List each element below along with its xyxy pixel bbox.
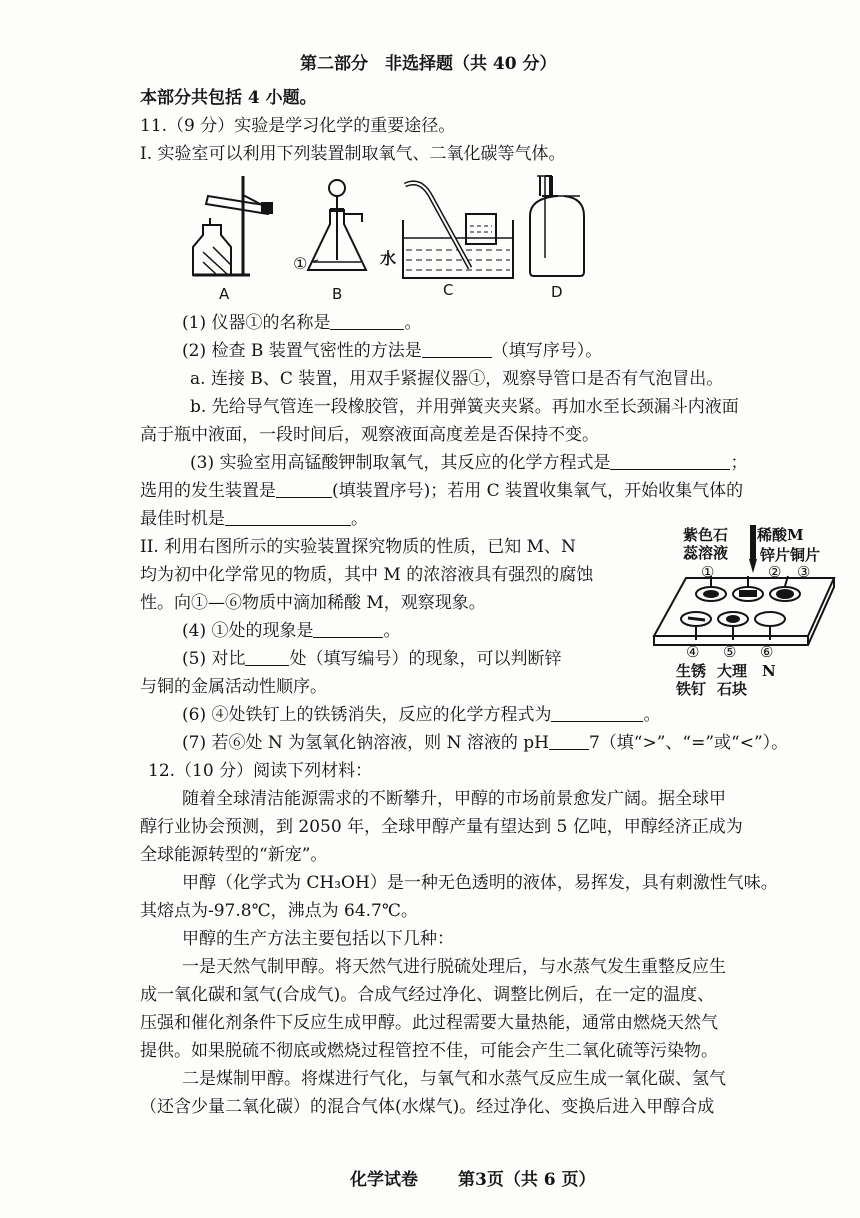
q12-p4-line3: 压强和催化剂条件下反应生成甲醇。此过程需要大量热能，通常由燃烧天然气	[140, 1013, 718, 1033]
footer-subject: 化学试卷	[350, 1170, 418, 1190]
well-1-marker: ①	[701, 563, 715, 581]
q11-4: (4) ①处的现象是 。	[182, 621, 401, 641]
dropper-icon	[749, 525, 757, 573]
q11-5-line2: 与铜的金属活动性顺序。	[140, 677, 327, 697]
well-5-marker: ⑤	[723, 643, 737, 661]
label-d: D	[551, 283, 563, 301]
plate-label-litmus: 紫色石 蕊溶液	[683, 526, 729, 562]
well-2-marker: ②	[768, 563, 782, 581]
q12-p2-line2: 其熔点为-97.8℃，沸点为 64.7℃。	[140, 901, 418, 921]
footer-page-number: 第3页（共 6 页）	[458, 1170, 596, 1190]
q12-title: 12.（10 分）阅读下列材料：	[148, 761, 373, 781]
water-label: 水	[380, 249, 397, 268]
q11-5-line1: (5) 对比 处（填写编号）的现象，可以判断锌	[182, 649, 562, 669]
q11-2-option-b-line2: 高于瓶中液面，一段时间后，观察液面高度差是否保持不变。	[140, 425, 599, 445]
plate-label-rusty-nail: 生锈 铁钉	[676, 662, 707, 698]
q12-p4-line4: 提供。如果脱硫不彻底或燃烧过程管控不佳，可能会产生二氧化硫等污染物。	[140, 1041, 718, 1061]
label-b: B	[332, 285, 343, 303]
instrument-one-marker: ①	[293, 254, 308, 273]
q11-6: (6) ④处铁钉上的铁锈消失，反应的化学方程式为 。	[182, 705, 661, 725]
q11-2-option-b-line1: b. 先给导气管连一段橡胶管，并用弹簧夹夹紧。再加水至长颈漏斗内液面	[190, 397, 739, 417]
section-intro: 本部分共包括 4 小题。	[140, 88, 317, 108]
q12-p5-line1: 二是煤制甲醇。将煤进行气化，与氧气和水蒸气反应生成一氧化碳、氢气	[182, 1069, 726, 1089]
q11-3-line3: 最佳时机是 。	[140, 509, 368, 529]
q11-3-line2: 选用的发生装置是 (填装置序号)；若用 C 装置收集氧气，开始收集气体的	[140, 481, 744, 501]
q11-part2-line3: 性。向①—⑥物质中滴加稀酸 M，观察现象。	[140, 593, 486, 613]
q11-part1-intro: I. 实验室可以利用下列装置制取氧气、二氧化碳等气体。	[140, 144, 566, 164]
q12-p1-line3: 全球能源转型的“新宠”。	[140, 845, 328, 865]
section-title: 第二部分 非选择题（共 40 分）	[300, 54, 557, 74]
plate-label-marble: 大理 石块	[717, 662, 748, 698]
well-6-marker: ⑥	[760, 643, 774, 661]
well-4-marker: ④	[686, 643, 700, 661]
label-c: C	[443, 281, 454, 299]
q12-p3: 甲醇的生产方法主要包括以下几种：	[182, 929, 454, 949]
well-3-marker: ③	[797, 563, 811, 581]
q11-part2-line1: II. 利用右图所示的实验装置探究物质的性质，已知 M、N	[140, 537, 576, 557]
label-a: A	[219, 285, 230, 303]
q11-3-line1: (3) 实验室用高锰酸钾制取氧气，其反应的化学方程式是 ；	[190, 453, 748, 473]
q11-1: (1) 仪器①的名称是 。	[182, 313, 422, 333]
q12-p1-line2: 醇行业协会预测，到 2050 年，全球甲醇产量有望达到 5 亿吨，甲醇经济正成为	[140, 817, 743, 837]
plate-label-metals: 锌片铜片	[760, 546, 821, 564]
q11-part2-line2: 均为初中化学常见的物质，其中 M 的浓溶液具有强烈的腐蚀	[140, 565, 594, 585]
q11-2: (2) 检查 B 装置气密性的方法是 （填写序号）。	[182, 341, 603, 361]
q11-title: 11.（9 分）实验是学习化学的重要途径。	[140, 116, 456, 136]
q12-p2-line1: 甲醇（化学式为 CH₃OH）是一种无色透明的液体，易挥发，具有刺激性气味。	[182, 873, 778, 893]
q12-p4-line1: 一是天然气制甲醇。将天然气进行脱硫处理后，与水蒸气发生重整反应生	[182, 957, 726, 977]
q12-p4-line2: 成一氧化碳和氢气(合成气)。合成气经过净化、调整比例后，在一定的温度、	[140, 985, 715, 1005]
q11-7: (7) 若⑥处 N 为氢氧化钠溶液，则 N 溶液的 pH 7（填“>”、“=”或“<”）。	[182, 733, 789, 753]
q11-2-option-a: a. 连接 B、C 装置，用双手紧握仪器①，观察导管口是否有气泡冒出。	[190, 369, 724, 389]
q12-p5-line2: （还含少量二氧化碳）的混合气体(水煤气)。经过净化、变换后进入甲醇合成	[140, 1097, 715, 1117]
q12-p1-line1: 随着全球清洁能源需求的不断攀升，甲醇的市场前景愈发广阔。据全球甲	[182, 789, 726, 809]
plate-label-n: N	[762, 662, 776, 680]
plate-label-acid: 稀酸M	[757, 526, 804, 544]
